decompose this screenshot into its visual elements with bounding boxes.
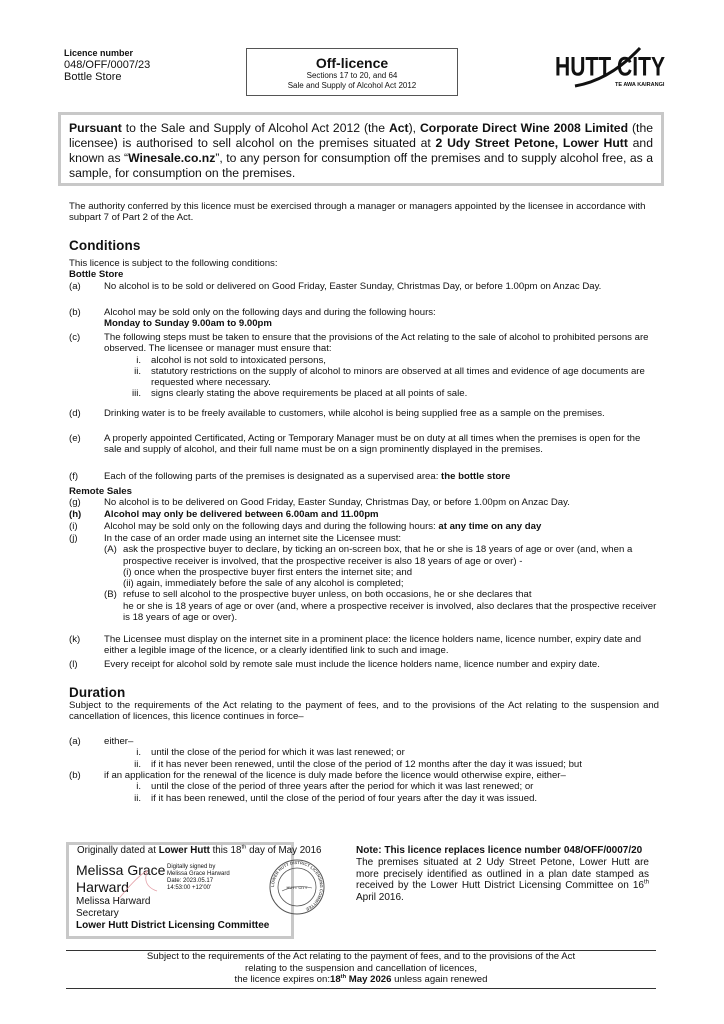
ordinal: th	[643, 880, 649, 887]
condition-j	[69, 533, 659, 623]
condition-text: Alcohol may be sold only on the following days and during the following hours:	[104, 521, 439, 532]
signature-metadata	[167, 864, 230, 892]
bottle-store-heading: Bottle Store	[69, 269, 124, 280]
ordinal: th	[241, 844, 247, 851]
sub-text: until the close of the period for which it was last renewed; or	[151, 747, 405, 759]
supervised-area: the bottle store	[441, 471, 511, 482]
condition-label: (k)	[69, 634, 81, 645]
text: ”, to any person for consumption off the premises and to supply alcohol free, as a sample, for consumption on the premises.	[69, 151, 653, 180]
meta-line: Melissa Grace Harward	[167, 871, 230, 877]
duration-heading: Duration	[69, 685, 126, 700]
condition-label: (e)	[69, 433, 81, 444]
svg-text:HUTT CITY: HUTT CITY	[286, 885, 308, 890]
pursuant-statement	[58, 112, 664, 186]
title-box	[246, 48, 458, 96]
svg-text:HUTT CITY: HUTT CITY	[555, 50, 666, 82]
sub-text: ask the prospective buyer to declare, by ticking an on-screen box, that he or she is 18 years of age or over (and, when a prospective receiver is involved, that the prospective receiver is also 18 years of age or over) -	[123, 544, 633, 567]
place: Lower Hutt	[158, 845, 210, 856]
hutt-city-logo	[555, 46, 665, 88]
remote-sales-heading: Remote Sales	[69, 486, 132, 497]
svg-text:LOWER HUTT DISTRICT LICENSING: LOWER HUTT DISTRICT LICENSING COMMITTEE	[269, 859, 325, 912]
trading-hours: Monday to Sunday 9.00am to 9.00pm	[104, 318, 272, 330]
signature-line: Harward	[76, 879, 129, 895]
conditions-intro: This licence is subject to the following conditions:	[69, 258, 278, 269]
duration-intro: Subject to the requirements of the Act relating to the payment of fees, and to the provisions of the Act relating to the suspension and cancellation of licences, this licence continues in force–	[69, 700, 659, 723]
condition-h	[69, 509, 659, 520]
sub-item	[136, 354, 659, 366]
duration-text: either–	[104, 736, 134, 747]
condition-label: (a)	[69, 281, 81, 292]
condition-label: (d)	[69, 408, 81, 419]
title-act: Sale and Supply of Alcohol Act 2012	[287, 81, 417, 90]
signatory-role: Secretary	[76, 907, 119, 919]
expiry-day: 18	[330, 974, 341, 985]
sub-text: statutory restrictions on the supply of alcohol to minors are observed at all times and evidence of age documents are requested where necessary.	[151, 365, 645, 389]
condition-label: (l)	[69, 659, 78, 670]
condition-text: The Licensee must display on the internet site in a prominent place: the licence holders name, licence number, expiry date and either a legible image of the licence, or a clearly identified link to such and image.	[104, 634, 642, 657]
duration-label: (a)	[69, 736, 81, 747]
expiry-statement	[66, 951, 656, 986]
text: (the licensee) is authorised to sell alcohol on the premises situated at	[69, 121, 654, 150]
condition-e	[69, 433, 659, 456]
licensee-name: Corporate Direct Wine 2008 Limited	[419, 121, 629, 135]
signature-line: Melissa Grace	[76, 862, 166, 878]
svg-text:TE AWA KAIRANGI: TE AWA KAIRANGI	[615, 82, 665, 88]
condition-text: Alcohol may only be delivered between 6.00am and 11.00pm	[104, 509, 379, 520]
condition-text: No alcohol is to be sold or delivered on Good Friday, Easter Sunday, Christmas Day, or before 1.00pm on Anzac Day.	[104, 281, 602, 292]
licence-type: Bottle Store	[64, 71, 122, 83]
document-title: Off-licence	[315, 55, 389, 71]
authority-text: The authority conferred by this licence must be exercised through a manager or managers appointed by the licensee in accordance with subpart 7 of Part 2 of the Act.	[69, 201, 646, 224]
sub-item	[131, 388, 659, 400]
text: and known as “	[69, 136, 653, 165]
condition-a	[69, 281, 659, 292]
duration-text: if an application for the renewal of the licence is duly made before the licence would otherwise expire, either–	[104, 770, 566, 781]
condition-text: Alcohol may be sold only on the following days and during the following hours:	[104, 307, 436, 318]
expiry-line: Subject to the requirements of the Act relating to the payment of fees, and to the provisions of the Act	[146, 951, 576, 962]
condition-label: (h)	[69, 509, 82, 520]
condition-text: In the case of an order made using an internet site the Licensee must:	[104, 533, 402, 544]
remote-hours: at any time on any day	[438, 521, 542, 532]
condition-label: (c)	[69, 332, 81, 343]
sub-text: (i) once when the prospective buyer first enters the internet site; and	[123, 566, 413, 578]
original-date	[77, 845, 322, 857]
sub-text: he or she is 18 years of age or over (and, where a prospective receiver is involved, also declares that the prospective receiver is 18 years of age or over).	[123, 600, 657, 624]
duration-label: (b)	[69, 770, 81, 781]
condition-text: A properly appointed Certificated, Acting or Temporary Manager must be on duty at all times when the premises is open for the sale and supply of alcohol, and their full name must be on a sign prominently displayed in the premises.	[104, 433, 641, 456]
text: Originally dated at	[77, 845, 159, 856]
text: to the Sale and Supply of Alcohol Act 2012 (the	[121, 121, 389, 135]
text: the licence expires on:	[234, 974, 330, 985]
condition-text: No alcohol is to be delivered on Good Friday, Easter Sunday, Christmas Day, or before 1.00pm on Anzac Day.	[104, 497, 570, 508]
sub-num: i.	[136, 781, 141, 793]
condition-label: (i)	[69, 521, 78, 532]
text: ),	[408, 121, 420, 135]
trading-name: Winesale.co.nz	[128, 151, 216, 165]
condition-g	[69, 497, 659, 508]
expiry-date: May 2026	[346, 974, 392, 985]
text: unless again renewed	[391, 974, 488, 985]
expiry-line: relating to the suspension and cancellation of licences,	[245, 962, 477, 974]
meta-line: Date: 2023.05.17	[167, 878, 214, 884]
condition-i	[69, 521, 659, 532]
committee-seal	[268, 858, 326, 916]
condition-label: (f)	[69, 471, 79, 482]
sub-num: i.	[136, 354, 141, 366]
condition-text: Drinking water is to be freely available to customers, while alcohol is being supplied free as a sample on the premises.	[104, 408, 605, 419]
sub-num: i.	[136, 747, 141, 759]
sub-item	[134, 365, 659, 389]
sub-text: (ii) again, immediately before the sale of any alcohol is completed;	[123, 578, 404, 590]
sub-text: until the close of the period of three years after the period for which it was last renewed; or	[151, 781, 534, 793]
sub-text: if it has never been renewed, until the close of the period of 12 months after the day it was issued; but	[151, 758, 582, 770]
sub-num: ii.	[134, 365, 141, 377]
condition-d	[69, 408, 659, 419]
duration-a	[69, 736, 659, 770]
pursuant-keyword: Pursuant	[69, 121, 122, 135]
condition-b	[69, 307, 659, 330]
condition-label: (g)	[69, 497, 81, 508]
ordinal: th	[340, 973, 347, 980]
sub-item	[136, 781, 659, 793]
sub-text: signs clearly stating the above requirements be placed at all points of sale.	[151, 388, 468, 400]
sub-item-A	[104, 544, 659, 589]
condition-f	[69, 471, 659, 482]
condition-k	[69, 634, 659, 657]
sub-text: refuse to sell alcohol to the prospective buyer unless, on both occasions, he or she declares that	[123, 589, 532, 601]
condition-text: The following steps must be taken to ensure that the provisions of the Act relating to the sale of alcohol to prohibited persons are observed. The licensee or manager must ensure that:	[104, 332, 649, 355]
condition-label: (j)	[69, 533, 78, 544]
title-sections: Sections 17 to 20, and 64	[306, 71, 398, 80]
conditions-heading: Conditions	[69, 238, 141, 253]
note-text: April 2016.	[356, 892, 404, 904]
meta-line: Digitally signed by	[167, 864, 216, 870]
sub-item	[136, 747, 659, 759]
licence-info	[64, 48, 150, 83]
sub-text: if it has been renewed, until the close of the period of four years after the day it was issued.	[151, 792, 538, 804]
signatory-name: Melissa Harward	[76, 896, 151, 907]
licence-number: 048/OFF/0007/23	[64, 59, 151, 71]
divider	[66, 988, 656, 989]
note-heading: Note: This licence replaces licence number 048/OFF/0007/20	[356, 845, 643, 856]
meta-line: 14:53:00 +12'00'	[167, 885, 212, 891]
sub-num: ii.	[134, 792, 141, 804]
note-text: The premises situated at 2 Udy Street Petone, Lower Hutt are more precisely identified as outlined in a plan date stamped as received by the Lower Hutt District Licensing Committee on 16	[356, 856, 649, 892]
sub-text: alcohol is not sold to intoxicated persons,	[151, 354, 326, 366]
text: day of May 2016	[246, 845, 322, 856]
sub-item	[134, 758, 659, 770]
sub-label: (A)	[104, 544, 117, 556]
replacement-note	[356, 845, 649, 904]
premises-address: 2 Udy Street Petone, Lower Hutt	[435, 136, 628, 150]
signatory	[76, 896, 269, 931]
text: this 18	[209, 845, 242, 856]
duration-b	[69, 770, 659, 804]
condition-text: Each of the following parts of the premises is designated as a supervised area:	[104, 471, 442, 482]
act-keyword: Act	[388, 121, 409, 135]
condition-l	[69, 659, 659, 670]
condition-label: (b)	[69, 307, 81, 318]
condition-c	[69, 332, 659, 400]
condition-text: Every receipt for alcohol sold by remote sale must include the licence holders name, licence number and expiry date.	[104, 659, 600, 670]
sub-num: ii.	[134, 758, 141, 770]
sub-item	[134, 792, 659, 804]
committee-name: Lower Hutt District Licensing Committee	[76, 919, 270, 931]
licence-number-label: Licence number	[64, 48, 134, 58]
sub-label: (B)	[104, 589, 117, 601]
sub-num: iii.	[131, 388, 141, 400]
sub-item-B	[104, 589, 659, 623]
